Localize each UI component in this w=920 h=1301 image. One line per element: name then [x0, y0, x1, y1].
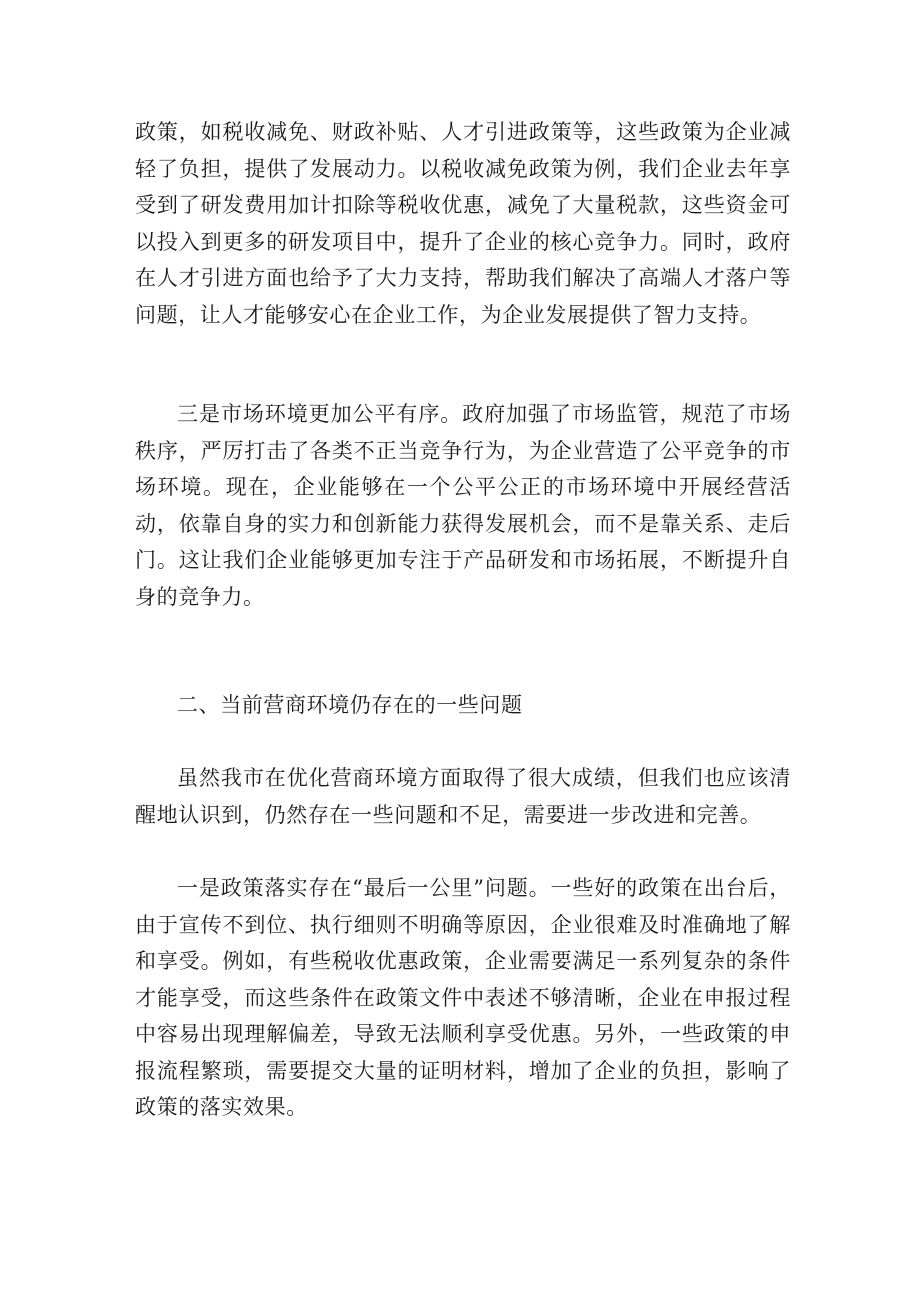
- section-heading: 二、当前营商环境仍存在的一些问题: [177, 693, 523, 717]
- paragraph-market-environment: 三是市场环境更加公平有序。政府加强了市场监管，规范了市场秩序，严厉打击了各类不正当竞争行为，为企业营造了公平竞争的市场环境。现在，企业能够在一个公平公正的市场环境中开展经营活动，依靠自身的实力和创新能力获得发展机会，而不是靠关系、走后门。这让我们企业能够更加专注于产品研发和市场拓展，不断提升自身的竞争力。: [135, 402, 791, 609]
- paragraph-issues-intro: 虽然我市在优化营商环境方面取得了很大成绩，但我们也应该清醒地认识到，仍然存在一些问题和不足，需要进一步改进和完善。: [135, 766, 791, 827]
- paragraph-policy-implementation: 一是政策落实存在“最后一公里”问题。一些好的政策在出台后，由于宣传不到位、执行细则不明确等原因，企业很难及时准确地了解和享受。例如，有些税收优惠政策，企业需要满足一系列复杂的条件才能享受，而这些条件在政策文件中表述不够清晰，企业在申报过程中容易出现理解偏差，导致无法顺利享受优惠。另外，一些政策的申报流程繁琐，需要提交大量的证明材料，增加了企业的负担，影响了政策的落实效果。: [135, 876, 791, 1119]
- paragraph-policy-support: 政策，如税收减免、财政补贴、人才引进政策等，这些政策为企业减轻了负担，提供了发展动力。以税收减免政策为例，我们企业去年享受到了研发费用加计扣除等税收优惠，减免了大量税款，这些资金可以投入到更多的研发项目中，提升了企业的核心竞争力。同时，政府在人才引进方面也给予了大力支持，帮助我们解决了高端人才落户等问题，让人才能够安心在企业工作，为企业发展提供了智力支持。: [135, 120, 791, 327]
